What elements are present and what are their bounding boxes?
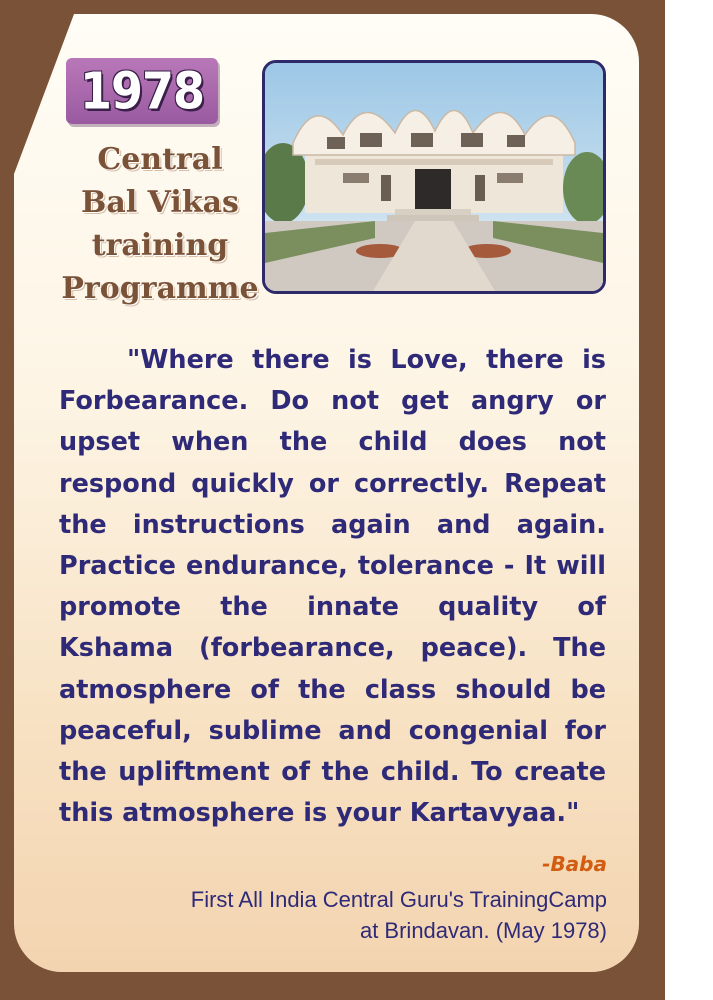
year-badge (66, 58, 218, 124)
event-caption-line: First All India Central Guru's TrainingCamp (190, 887, 607, 912)
event-caption (191, 884, 607, 946)
programme-title-line: Bal Vikas (81, 185, 239, 220)
event-caption-line: at Brindavan. (May 1978) (359, 918, 607, 943)
year-text: 1978 (79, 61, 205, 121)
building-illustration (265, 63, 603, 291)
building-photo (262, 60, 606, 294)
programme-title-line: training (91, 228, 229, 263)
programme-title (50, 138, 270, 310)
programme-title-line: Programme (61, 271, 259, 306)
quote-text: "Where there is Love, there is Forbearance. Do not get angry or upset when the child does not respond quickly or correctly. Repeat the instructions again and again. Practice endurance, tolerance - It will promote the innate quality of Kshama (forbearance, peace). The atmosphere of the class should be peaceful, sublime and congenial for the upliftment of the child. To create this atmosphere is your Kartavyaa." (59, 345, 606, 829)
programme-title-line: Central (97, 142, 223, 177)
quote-author: -Baba (542, 852, 607, 876)
